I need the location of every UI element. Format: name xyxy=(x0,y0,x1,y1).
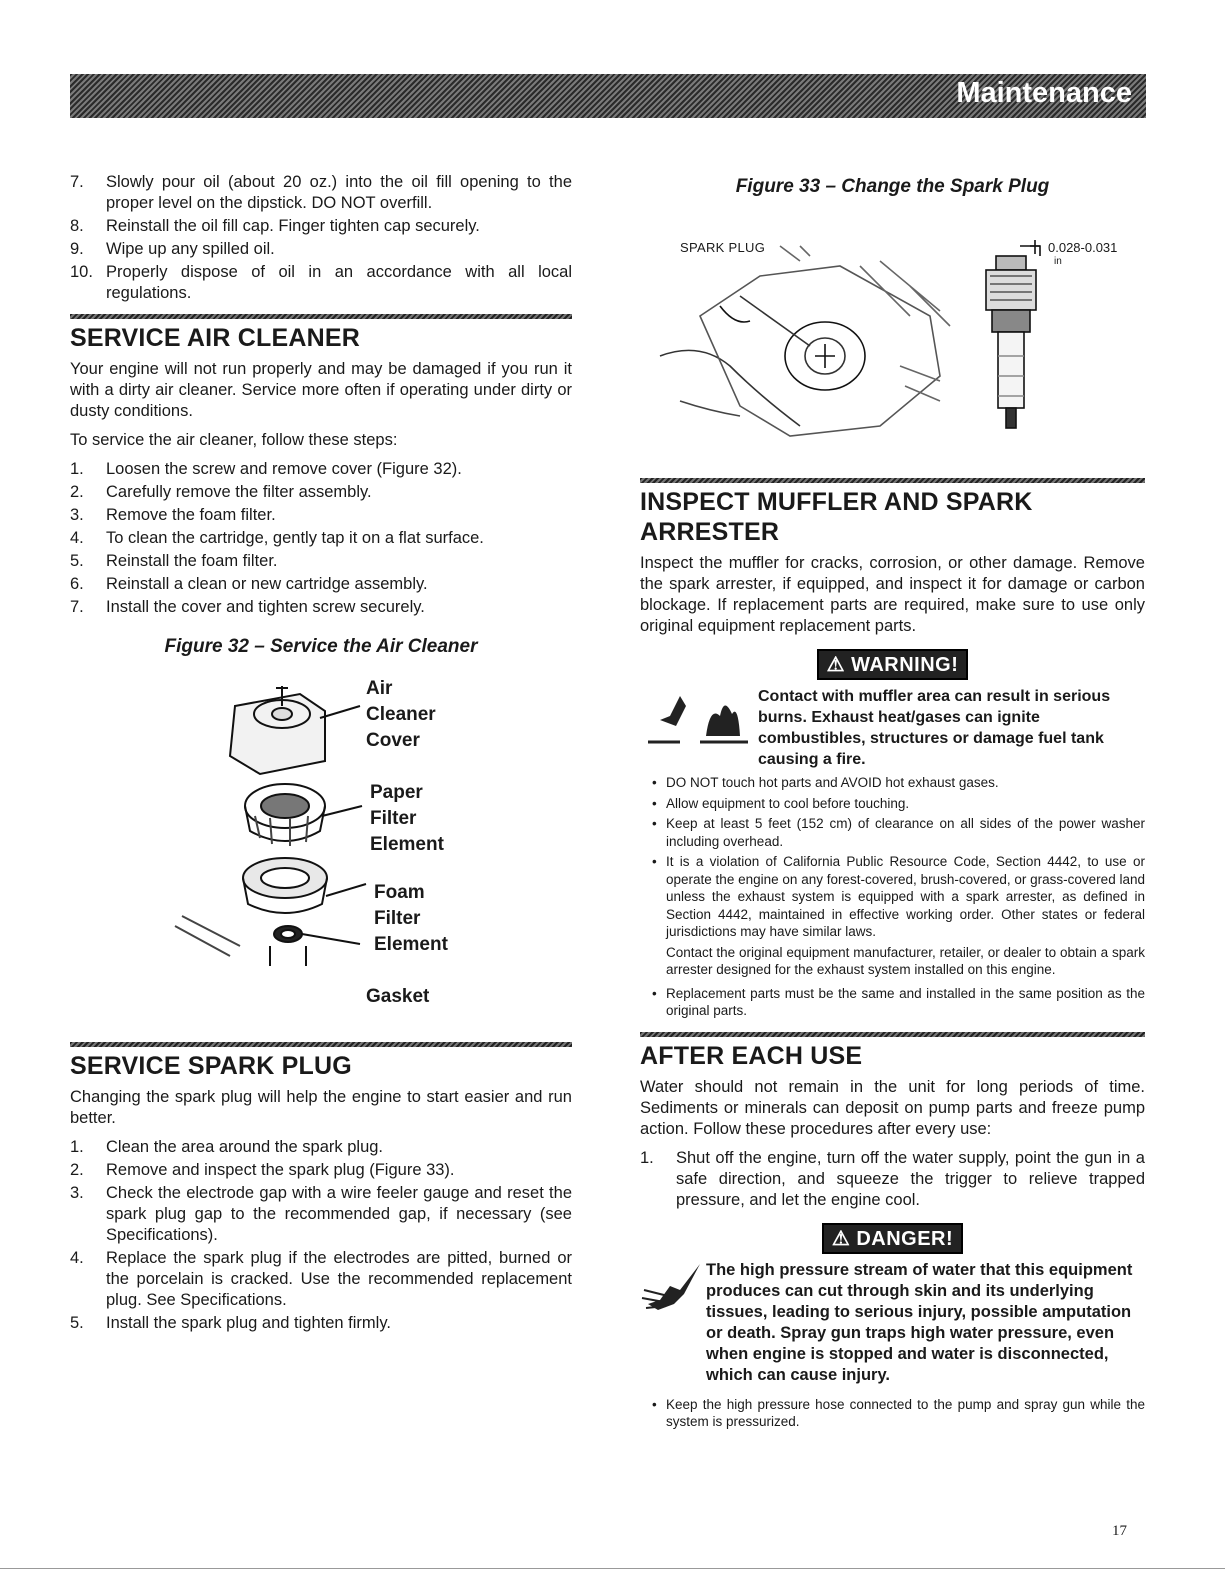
step-text: Reinstall the oil fill cap. Finger tighten cap securely. xyxy=(106,217,480,235)
step-text: Properly dispose of oil in an accordance with all local regulations. xyxy=(106,263,572,302)
step-number: 9. xyxy=(70,240,84,258)
list-item xyxy=(70,262,572,304)
step-text: Reinstall a clean or new cartridge assembly. xyxy=(106,575,428,593)
spark-plug-heading: SERVICE SPARK PLUG xyxy=(70,1052,352,1080)
step-text: Slowly pour oil (about 20 oz.) into the oil fill opening to the proper level on the dipstick. DO NOT overfill. xyxy=(106,173,572,212)
list-item: • DO NOT touch hot parts and AVOID hot exhaust gases. xyxy=(666,774,1145,792)
figure-32-caption: Figure 32 – Service the Air Cleaner xyxy=(164,636,478,657)
step-text: Remove and inspect the spark plug (Figure 33). xyxy=(106,1161,455,1179)
list-item: • Replacement parts must be the same and installed in the same position as the original parts. xyxy=(666,985,1145,1020)
list-item xyxy=(70,551,572,572)
step-number: 5. xyxy=(70,1314,84,1332)
step-number: 2. xyxy=(70,483,84,501)
list-item xyxy=(70,528,572,549)
list-item xyxy=(70,1137,572,1158)
list-item xyxy=(70,482,572,503)
section-divider xyxy=(70,1042,572,1047)
warning-triangle-icon: ⚠ xyxy=(826,654,846,676)
list-item xyxy=(70,216,572,237)
label-foam-filter xyxy=(374,880,448,958)
warning-badge-wrap xyxy=(640,649,1145,680)
injection-hazard xyxy=(640,1260,1145,1386)
list-item xyxy=(70,1313,572,1334)
step-text: Carefully remove the filter assembly. xyxy=(106,483,372,501)
list-item xyxy=(70,597,572,618)
injection-hazard-text: The high pressure stream of water that this equipment produces can cut through skin and its underlying tissues, leading to serious injury, possible amputation or death. Spray gun traps high water pressure, even when engine is stopped and water is disconnected, which can cause injury. xyxy=(706,1260,1133,1384)
list-item xyxy=(70,1183,572,1246)
step-number: 10. xyxy=(70,263,93,281)
label-line: Cleaner xyxy=(366,704,436,725)
list-item: • It is a violation of California Public Resource Code, Section 4442, to use or operate the engine on any forest-covered, brush-covered, or grass-covered land unless the exhaust system is equipped with a spark arrester, as defined in Section 4442, maintained in effective working order. Other states or federal jurisdictions may have similar laws. xyxy=(666,853,1145,941)
list-item: • Keep at least 5 feet (152 cm) of clearance on all sides of the power washer including overhead. xyxy=(666,815,1145,850)
burn-hazard-text: Contact with muffler area can result in serious burns. Exhaust heat/gases can ignite combustibles, structures or damage fuel tank causing a fire. xyxy=(758,688,1111,768)
list-item xyxy=(70,505,572,526)
danger-badge-wrap xyxy=(640,1223,1145,1254)
right-column xyxy=(640,172,1145,1434)
danger-badge-label: DANGER! xyxy=(856,1227,954,1250)
label-air-cleaner-cover xyxy=(366,676,436,754)
list-item xyxy=(70,1160,572,1181)
step-text: Clean the area around the spark plug. xyxy=(106,1138,384,1156)
step-number: 2. xyxy=(70,1161,84,1179)
step-number: 4. xyxy=(70,1249,84,1267)
step-number: 1. xyxy=(70,1138,84,1156)
step-number: 8. xyxy=(70,217,84,235)
figure-32 xyxy=(70,666,572,1007)
step-number: 5. xyxy=(70,552,84,570)
contact-note: Contact the original equipment manufacturer, retailer, or dealer to obtain a spark arrester designed for the exhaust system installed on this engine. xyxy=(666,944,1145,977)
list-item xyxy=(70,459,572,480)
list-item xyxy=(70,172,572,214)
label-line: Paper xyxy=(370,782,423,803)
label-line: Element xyxy=(370,834,444,855)
high-pressure-injection-icon xyxy=(640,1260,706,1330)
left-column xyxy=(70,172,572,1336)
label-line: Foam xyxy=(374,882,425,903)
label-line: Cover xyxy=(366,730,420,751)
danger-badge xyxy=(822,1223,963,1254)
spark-plug-steps xyxy=(70,1137,572,1334)
air-cleaner-diagram xyxy=(70,666,572,966)
oil-steps-list xyxy=(70,172,572,304)
muffler-intro: Inspect the muffler for cracks, corrosion, or other damage. Remove the spark arrester, if equipped, and inspect it for damage or carbon blockage. If replacement parts are required, make sure to use only original equipment replacement parts. xyxy=(640,554,1145,635)
banner-title: Maintenance xyxy=(956,77,1132,109)
step-number: 7. xyxy=(70,598,84,616)
label-line: Air xyxy=(366,678,393,699)
figure-33-caption: Figure 33 – Change the Spark Plug xyxy=(735,176,1050,197)
step-text: Remove the foam filter. xyxy=(106,506,276,524)
step-number: 7. xyxy=(70,173,84,191)
step-number: 6. xyxy=(70,575,84,593)
step-number: 1. xyxy=(70,460,84,478)
warning-bullets xyxy=(640,774,1145,941)
spark-plug-label: SPARK PLUG xyxy=(680,240,766,255)
label-gasket: Gasket xyxy=(366,986,430,1007)
step-text: Loosen the screw and remove cover (Figure 32). xyxy=(106,460,462,478)
list-item xyxy=(70,574,572,595)
section-divider xyxy=(70,314,572,319)
burn-hazard xyxy=(640,686,1145,770)
step-text: Wipe up any spilled oil. xyxy=(106,240,275,258)
step-text: To clean the cartridge, gently tap it on a flat surface. xyxy=(106,529,484,547)
list-item xyxy=(70,1248,572,1311)
figure-33 xyxy=(640,206,1145,456)
step-number: 1. xyxy=(640,1148,654,1167)
step-number: 3. xyxy=(70,506,84,524)
spark-plug-intro: Changing the spark plug will help the engine to start easier and run better. xyxy=(70,1088,572,1127)
label-line: Element xyxy=(374,934,448,955)
air-cleaner-lead: To service the air cleaner, follow these steps: xyxy=(70,431,398,449)
after-use-steps xyxy=(640,1148,1145,1211)
gap-unit: in xyxy=(1054,256,1062,267)
step-text: Install the cover and tighten screw securely. xyxy=(106,598,425,616)
after-use-heading: AFTER EACH USE xyxy=(640,1041,863,1070)
label-line: Filter xyxy=(374,908,421,929)
page-bottom-rule xyxy=(0,1568,1225,1569)
step-text: Check the electrode gap with a wire feeler gauge and reset the spark plug gap to the recommended gap, if necessary (see Specifications). xyxy=(106,1184,572,1244)
gap-value: 0.028-0.031 xyxy=(1048,240,1118,255)
list-item xyxy=(640,1148,1145,1211)
list-item xyxy=(70,239,572,260)
air-cleaner-steps xyxy=(70,459,572,618)
danger-bullets xyxy=(640,1396,1145,1431)
muffler-heading: INSPECT MUFFLER AND SPARK ARRESTER xyxy=(640,488,1033,546)
section-divider xyxy=(640,478,1145,483)
danger-triangle-icon: ⚠ xyxy=(831,1227,851,1250)
warning-badge xyxy=(817,649,969,680)
step-text: Install the spark plug and tighten firmly. xyxy=(106,1314,391,1332)
step-text: Replace the spark plug if the electrodes are pitted, burned or the porcelain is cracked. Use the recommended replacement plug. See Specifications. xyxy=(106,1249,572,1309)
label-line: Filter xyxy=(370,808,417,829)
warning-badge-label: WARNING! xyxy=(851,654,959,676)
air-cleaner-intro: Your engine will not run properly and may be damaged if you run it with a dirty air cleaner. Service more often if operating under dirty or dusty conditions. xyxy=(70,360,572,420)
air-cleaner-heading: SERVICE AIR CLEANER xyxy=(70,324,360,352)
step-number: 4. xyxy=(70,529,84,547)
warning-bullets-last xyxy=(640,985,1145,1020)
step-text: Shut off the engine, turn off the water supply, point the gun in a safe direction, and squeeze the trigger to relieve trapped pressure, and let the engine cool. xyxy=(676,1148,1145,1209)
step-text: Reinstall the foam filter. xyxy=(106,552,278,570)
list-item: • Keep the high pressure hose connected to the pump and spray gun while the system is pressurized. xyxy=(666,1396,1145,1431)
hot-surface-icon xyxy=(640,686,758,748)
section-divider xyxy=(640,1032,1145,1037)
page-number: 17 xyxy=(1112,1523,1127,1539)
list-item: • Allow equipment to cool before touching. xyxy=(666,795,1145,813)
step-number: 3. xyxy=(70,1184,84,1202)
label-paper-filter xyxy=(370,780,444,858)
after-use-intro: Water should not remain in the unit for long periods of time. Sediments or minerals can deposit on pump parts and freeze pump action. Follow these procedures after every use: xyxy=(640,1077,1145,1138)
section-banner xyxy=(70,74,1146,118)
